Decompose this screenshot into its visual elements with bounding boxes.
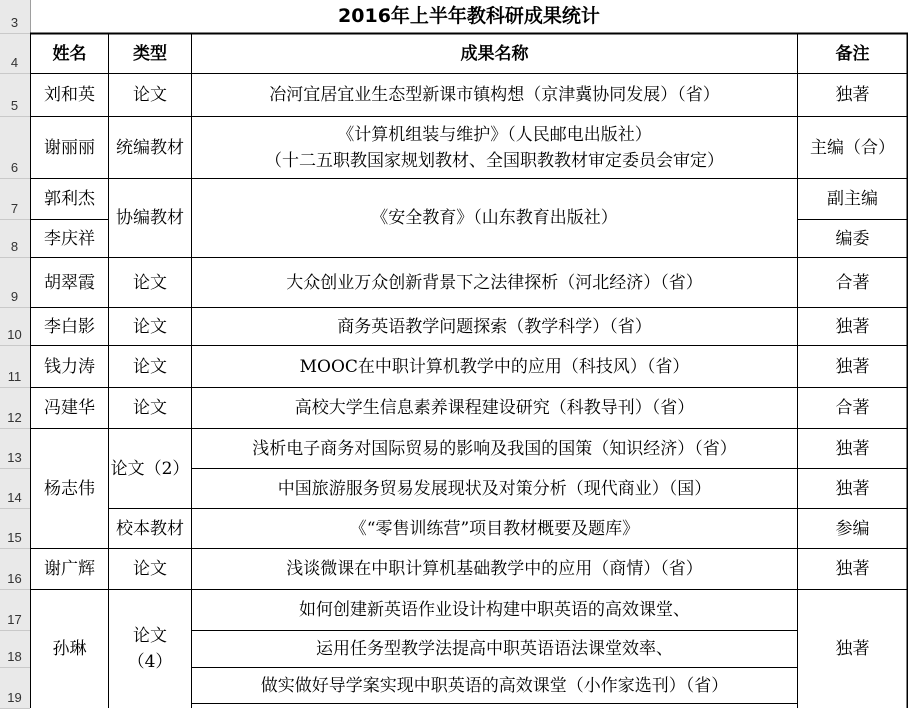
row5-type[interactable]: 论文 <box>133 85 167 105</box>
row8-note[interactable]: 编委 <box>835 228 870 249</box>
row15-type[interactable]: 校本教材 <box>116 518 184 539</box>
row16-name[interactable]: 谢广辉 <box>44 559 95 579</box>
row-number[interactable]: 14 <box>7 490 22 505</box>
row5-name[interactable]: 刘和英 <box>44 85 95 105</box>
row6-note[interactable]: 主编（合） <box>810 137 895 158</box>
row-number[interactable]: 17 <box>7 612 22 627</box>
row11-type[interactable]: 论文 <box>133 356 167 377</box>
row6-result[interactable] <box>192 117 797 178</box>
row7-name[interactable]: 郭利杰 <box>44 189 95 209</box>
row10-result[interactable]: 商务英语教学问题探索（教学科学）（省） <box>337 316 652 337</box>
row-number[interactable]: 11 <box>7 369 22 384</box>
row7-8-result[interactable]: 《安全教育》（山东教育出版社） <box>371 208 618 228</box>
row-number[interactable]: 3 <box>10 15 19 30</box>
row5-note[interactable]: 独著 <box>835 85 870 105</box>
row10-type[interactable]: 论文 <box>133 316 167 337</box>
row17-19-type-line2: （4） <box>127 652 173 672</box>
row10-note[interactable]: 独著 <box>835 316 870 337</box>
row-number[interactable]: 12 <box>7 410 22 425</box>
row-number[interactable]: 6 <box>10 160 19 175</box>
row17-result[interactable]: 如何创建新英语作业设计构建中职英语的高效课堂、 <box>299 600 690 620</box>
row9-result[interactable]: 大众创业万众创新背景下之法律探析（河北经济）（省） <box>286 272 703 293</box>
row12-result[interactable]: 高校大学生信息素养课程建设研究（科教导刊）（省） <box>294 398 695 418</box>
row16-result[interactable]: 浅谈微课在中职计算机基础教学中的应用（商情）（省） <box>286 559 703 579</box>
row16-type[interactable]: 论文 <box>133 559 167 579</box>
row-number[interactable]: 15 <box>7 530 22 545</box>
row11-name[interactable]: 钱力涛 <box>44 356 95 377</box>
row11-note[interactable]: 独著 <box>835 356 870 377</box>
row12-name[interactable]: 冯建华 <box>44 398 95 418</box>
row-number[interactable]: 13 <box>7 450 22 465</box>
row13-result[interactable]: 浅析电子商务对国际贸易的影响及我国的国策（知识经济）（省） <box>252 438 737 459</box>
sheet-title: 2016年上半年教科研成果统计 <box>338 5 600 27</box>
row11-result[interactable]: MOOC在中职计算机教学中的应用（科技风）（省） <box>299 356 690 377</box>
header-result: 成果名称 <box>460 43 529 64</box>
row7-note[interactable]: 副主编 <box>827 189 878 209</box>
row-number[interactable]: 4 <box>10 55 19 70</box>
row-number[interactable]: 8 <box>10 239 19 254</box>
row6-type[interactable]: 统编教材 <box>116 137 184 158</box>
header-note: 备注 <box>835 43 870 64</box>
row8-name[interactable]: 李庆祥 <box>44 228 95 249</box>
row18-result[interactable]: 运用任务型教学法提高中职英语语法课堂效率、 <box>316 639 673 659</box>
row17-19-note[interactable]: 独著 <box>835 639 870 659</box>
row9-note[interactable]: 合著 <box>835 272 870 293</box>
row17-19-type-line1: 论文 <box>133 626 167 646</box>
row-number[interactable]: 18 <box>7 649 22 664</box>
row-number[interactable]: 7 <box>10 201 19 216</box>
row15-result[interactable]: 《“零售训练营”项目教材概要及题库》 <box>349 518 640 539</box>
row14-result[interactable]: 中国旅游服务贸易发展现状及对策分析（现代商业）（国） <box>277 478 712 499</box>
row-number[interactable]: 16 <box>7 571 22 586</box>
row7-8-type[interactable]: 协编教材 <box>116 208 184 228</box>
row13-15-name[interactable]: 杨志伟 <box>44 478 95 499</box>
row15-note[interactable]: 参编 <box>835 518 870 539</box>
row17-19-name[interactable]: 孙琳 <box>52 639 87 659</box>
row-number[interactable]: 9 <box>10 289 19 304</box>
header-type: 类型 <box>133 43 167 64</box>
row12-type[interactable]: 论文 <box>133 398 167 418</box>
row-number[interactable]: 19 <box>7 690 22 705</box>
row-number[interactable]: 5 <box>10 98 19 113</box>
row13-note[interactable]: 独著 <box>835 438 870 459</box>
row16-note[interactable]: 独著 <box>835 559 870 579</box>
row19-result[interactable]: 做实做好导学案实现中职英语的高效课堂（小作家选刊）（省） <box>260 675 729 696</box>
row17-19-type[interactable] <box>109 590 191 708</box>
row12-note[interactable]: 合著 <box>835 398 870 418</box>
row13-14-type[interactable]: 论文（2） <box>110 458 190 479</box>
row10-name[interactable]: 李白影 <box>44 316 95 337</box>
row5-result[interactable]: 冶河宜居宜业生态型新课市镇构想（京津冀协同发展）（省） <box>269 85 720 105</box>
row6-result-line1: 《计算机组装与维护》（人民邮电出版社） <box>337 124 652 145</box>
row14-note[interactable]: 独著 <box>835 478 870 499</box>
row6-name[interactable]: 谢丽丽 <box>44 137 95 158</box>
row6-result-line2: （十二五职教国家规划教材、全国职教教材审定委员会审定） <box>265 150 724 171</box>
row9-name[interactable]: 胡翠霞 <box>44 272 95 293</box>
row-number[interactable]: 10 <box>7 327 22 342</box>
row9-type[interactable]: 论文 <box>133 272 167 293</box>
header-name: 姓名 <box>52 43 87 64</box>
